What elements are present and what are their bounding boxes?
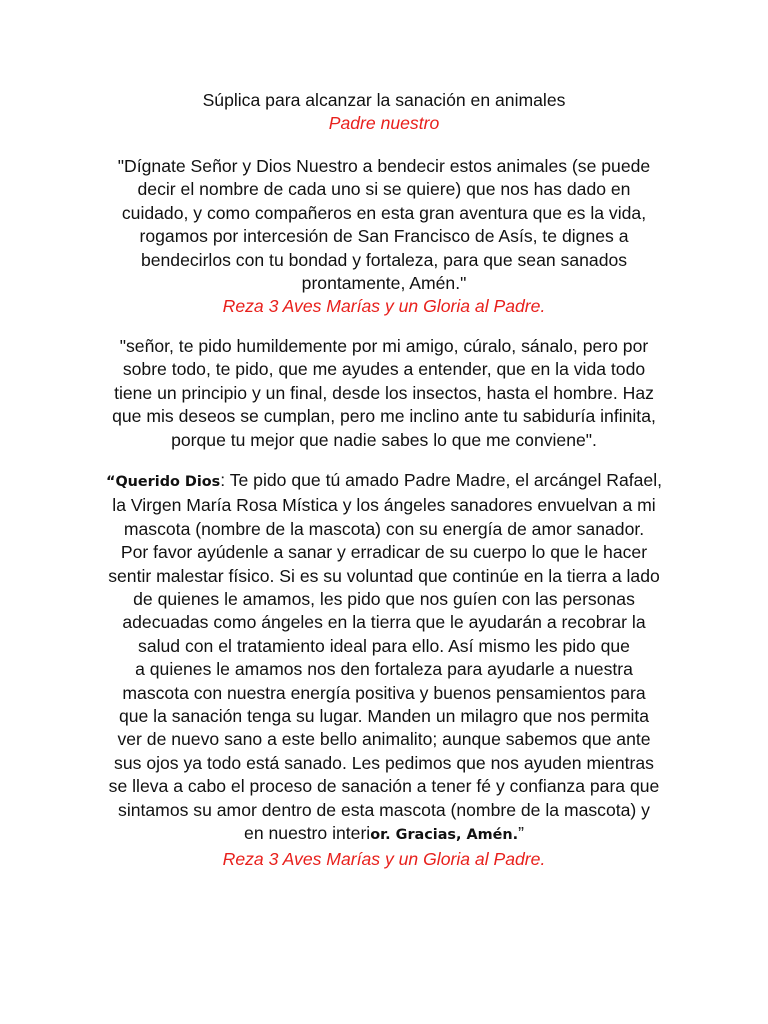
last-line-start: en nuestro interi xyxy=(244,823,371,844)
instruction-line-2: Reza 3 Aves Marías y un Gloria al Padre. xyxy=(222,848,546,869)
prayer-paragraph-3 xyxy=(100,469,668,871)
paragraph-line: adecuadas como ángeles en la tierra que le ayudarán a recobrar la xyxy=(122,612,646,633)
paragraph-line: salud con el tratamiento ideal para ello. Así mismo les pido que xyxy=(138,635,630,656)
paragraph-line: ver de nuevo sano a este bello animalito; aunque sabemos que ante xyxy=(117,729,651,750)
paragraph-line: sus ojos ya todo está sanado. Les pedimos que nos ayuden mientras xyxy=(114,752,654,773)
first-line-rest: : Te pido que tú amado Padre Madre, el arcángel Rafael, xyxy=(220,470,663,490)
subtitle-padre-nuestro: Padre nuestro xyxy=(328,113,440,134)
paragraph-line: prontamente, Amén." xyxy=(301,273,467,294)
paragraph-line xyxy=(100,822,668,847)
paragraph-line: sobre todo, te pido, que me ayudes a entender, que en la vida todo xyxy=(122,359,646,380)
instruction-line-1: Reza 3 Aves Marías y un Gloria al Padre. xyxy=(222,296,546,317)
paragraph-line: Por favor ayúdenle a sanar y erradicar de su cuerpo lo que le hacer xyxy=(120,542,648,563)
paragraph-line: decir el nombre de cada uno si se quiere) que nos has dado en xyxy=(137,179,631,200)
prayer-paragraph-2 xyxy=(100,335,668,452)
paragraph-line: sintamos su amor dentro de esta mascota (nombre de la mascota) y xyxy=(118,799,650,820)
prayer-header xyxy=(100,89,668,136)
paragraph-line: a quienes le amamos nos den fortaleza para ayudarle a nuestra xyxy=(135,659,633,680)
closing-quote: ” xyxy=(518,823,524,844)
querido-dios-lead: “Querido Dios xyxy=(105,474,221,490)
paragraph-line: "Dígnate Señor y Dios Nuestro a bendecir estos animales (se puede xyxy=(117,156,651,176)
gracias-amen-bold: or. Gracias, Amén. xyxy=(370,827,519,844)
paragraph-line: la Virgen María Rosa Mística y los ángeles sanadores envuelvan a mi xyxy=(112,495,656,516)
paragraph-line: rogamos por intercesión de San Francisco de Asís, te dignes a xyxy=(139,226,629,247)
paragraph-line: se lleva a cabo el proceso de sanación a tener fé y confianza para que xyxy=(108,776,660,797)
prayer-paragraph-1 xyxy=(100,155,668,319)
paragraph-line: de quienes le amamos, les pido que nos guíen con las personas xyxy=(133,589,635,610)
paragraph-line: que mis deseos se cumplan, pero me inclino ante tu sabiduría infinita, xyxy=(112,406,656,427)
paragraph-line: sentir malestar físico. Si es su voluntad que continúe en la tierra a lado xyxy=(108,565,660,586)
document-title: Súplica para alcanzar la sanación en animales xyxy=(202,90,566,110)
paragraph-line: mascota (nombre de la mascota) con su energía de amor sanador. xyxy=(123,518,645,539)
paragraph-line: tiene un principio y un final, desde los insectos, hasta el hombre. Haz xyxy=(114,382,654,403)
paragraph-line: porque tu mejor que nadie sabes lo que me conviene". xyxy=(171,429,597,450)
paragraph-line: mascota con nuestra energía positiva y buenos pensamientos para xyxy=(122,682,646,703)
paragraph-line: cuidado, y como compañeros en esta gran aventura que es la vida, xyxy=(121,202,647,223)
paragraph-line xyxy=(100,469,668,494)
paragraph-line: "señor, te pido humildemente por mi amigo, cúralo, sánalo, pero por xyxy=(119,336,649,356)
paragraph-line: bendecirlos con tu bondad y fortaleza, para que sean sanados xyxy=(140,249,628,270)
paragraph-line: que la sanación tenga su lugar. Manden un milagro que nos permita xyxy=(118,706,650,727)
